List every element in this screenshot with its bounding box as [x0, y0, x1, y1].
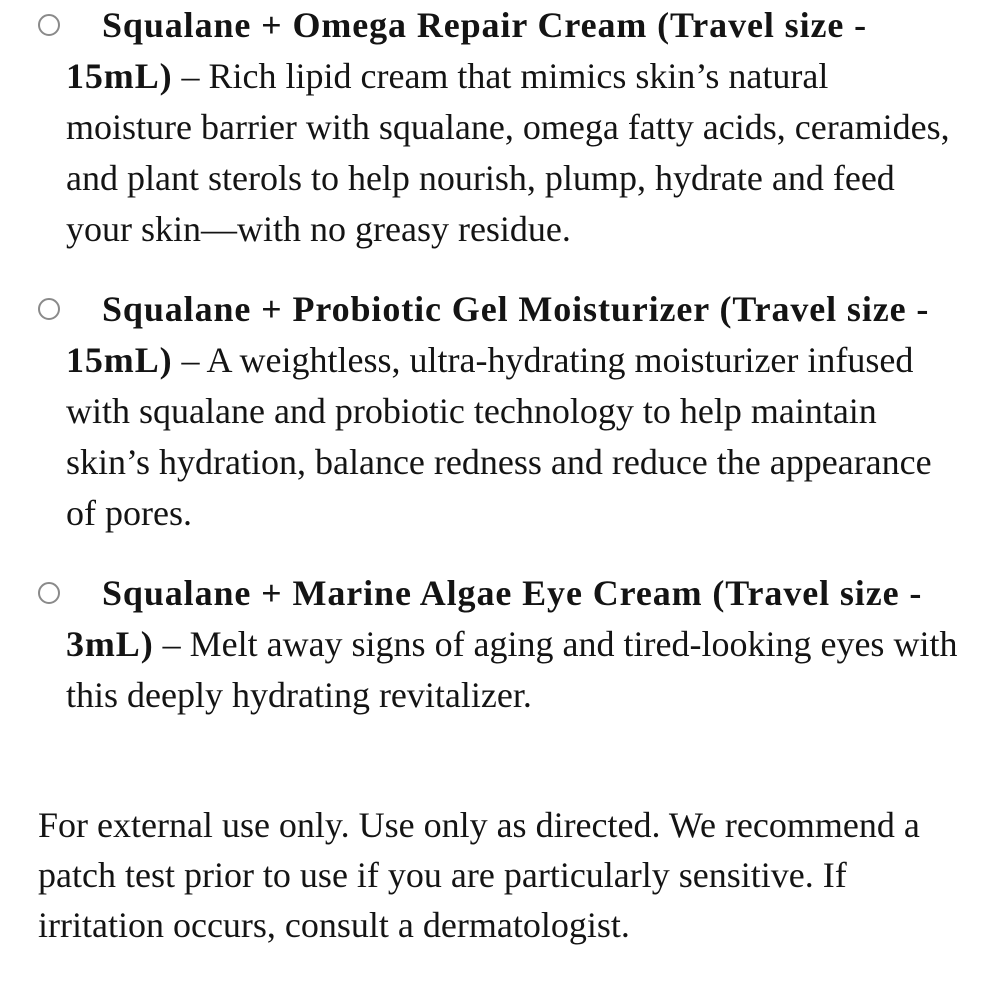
product-description: Melt away signs of aging and tired-looking eyes with this deeply hydrating revitalizer.: [66, 624, 958, 715]
separator: –: [153, 624, 190, 664]
product-option-omega-repair-cream[interactable]: [0, 0, 1000, 255]
separator: –: [172, 340, 207, 380]
radio-button[interactable]: [38, 582, 60, 604]
product-option-marine-algae-eye-cream[interactable]: [0, 568, 1000, 721]
disclaimer-text: For external use only. Use only as directed. We recommend a patch test prior to use if you are particularly sensitive. If irritation occurs, consult a dermatologist.: [38, 805, 920, 945]
radio-button[interactable]: [38, 14, 60, 36]
product-name: Squalane + Omega Repair Cream (Travel size - 15mL): [66, 5, 868, 96]
product-name: Squalane + Probiotic Gel Moisturizer (Travel size - 15mL): [66, 289, 930, 380]
product-option-probiotic-gel-moisturizer[interactable]: [0, 284, 1000, 539]
radio-button[interactable]: [38, 298, 60, 320]
product-name: Squalane + Marine Algae Eye Cream (Travel size - 3mL): [66, 573, 923, 664]
product-description: A weightless, ultra-hydrating moisturizer infused with squalane and probiotic technology to help maintain skin’s hydration, balance redness and reduce the appearance of pores.: [66, 340, 932, 533]
separator: –: [172, 56, 209, 96]
product-description: Rich lipid cream that mimics skin’s natural moisture barrier with squalane, omega fatty acids, ceramides, and plant sterols to help nourish, plump, hydrate and feed your skin—with no greasy residue.: [66, 56, 950, 249]
